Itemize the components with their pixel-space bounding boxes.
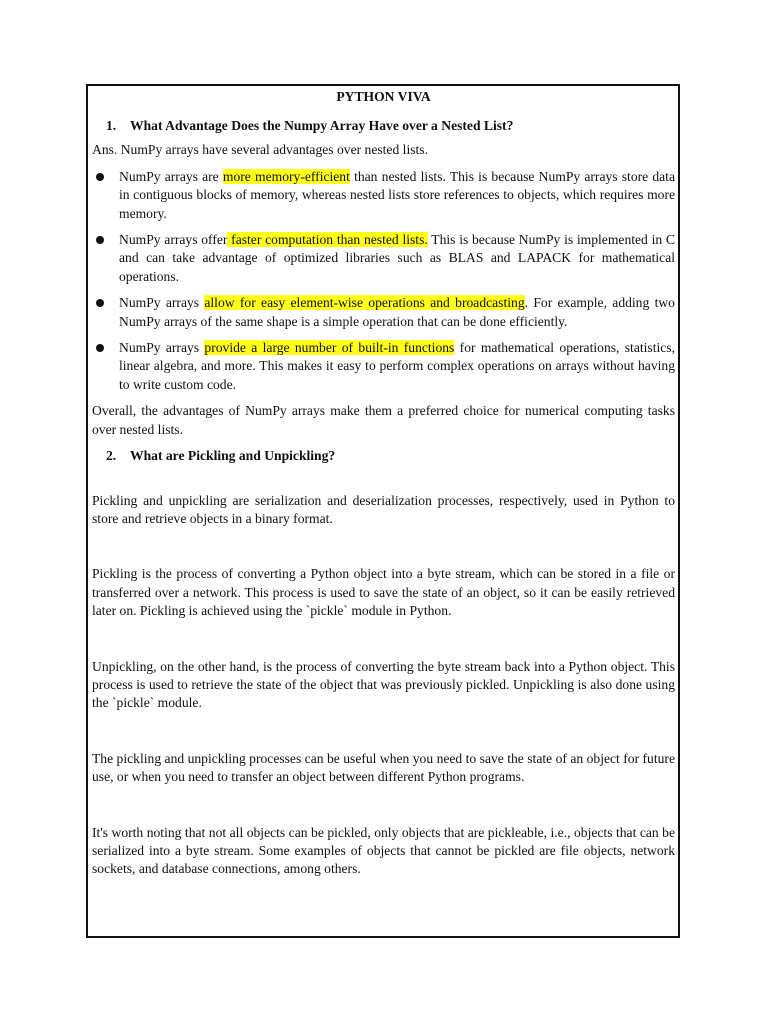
paragraph: It's worth noting that not all objects can be pickled, only objects that are pickleable, i.e., objects that can be serialized into a byte stream. Some examples of objects that cannot be pickled are file objects, network sockets, and database connections, among others. bbox=[92, 824, 675, 877]
highlighted-text: allow for easy element-wise operations and broadcasting bbox=[204, 295, 525, 311]
paragraph: The pickling and unpickling processes can be useful when you need to save the state of an object for future use, or when you need to transfer an object between different Python programs. bbox=[92, 750, 675, 785]
answer-intro: Ans. NumPy arrays have several advantages over nested lists. bbox=[92, 142, 428, 158]
question-2-number: 2. bbox=[106, 448, 117, 464]
question-2-text: What are Pickling and Unpickling? bbox=[130, 448, 336, 464]
question-1-text: What Advantage Does the Numpy Array Have over a Nested List? bbox=[130, 118, 514, 133]
question-1-number: 1. bbox=[106, 118, 117, 133]
list-item: NumPy arrays allow for easy element-wise operations and broadcasting. For example, adding two NumPy arrays of the same shape is a simple operation that can be done efficiently. bbox=[92, 294, 675, 331]
bullet-icon bbox=[96, 299, 104, 307]
highlighted-text: more memory-efficient bbox=[222, 168, 350, 184]
list-item: NumPy arrays provide a large number of built-in functions for mathematical operations, statistics, linear algebra, and more. This makes it easy to perform complex operations on arrays without having to write custom code. bbox=[92, 339, 675, 394]
paragraph: Pickling and unpickling are serialization and deserialization processes, respectively, used in Python to store and retrieve objects in a binary format. bbox=[92, 492, 675, 526]
advantages-list bbox=[92, 168, 675, 394]
answer-conclusion: Overall, the advantages of NumPy arrays make them a preferred choice for numerical computing tasks over nested lists. bbox=[92, 403, 675, 437]
question-2-heading bbox=[92, 447, 675, 465]
document-content bbox=[92, 87, 675, 879]
bullet-icon bbox=[96, 173, 104, 181]
paragraph: Unpickling, on the other hand, is the process of converting the byte stream back into a Python object. This process is used to retrieve the state of the object that was previously pickled. Unpickling is also done using the `pickle` module. bbox=[92, 658, 675, 711]
list-item: NumPy arrays are more memory-efficient than nested lists. This is because NumPy arrays store data in contiguous blocks of memory, whereas nested lists store references to objects, which requires more memory. bbox=[92, 168, 675, 223]
question-1-heading bbox=[92, 117, 675, 135]
list-item: NumPy arrays offer faster computation than nested lists. This is because NumPy is implemented in C and can take advantage of optimized libraries such as BLAS and LAPACK for mathematical operations. bbox=[92, 231, 675, 286]
document-title: PYTHON VIVA bbox=[336, 89, 431, 104]
bullet-icon bbox=[96, 236, 104, 244]
bullet-icon bbox=[96, 344, 104, 352]
highlighted-text: provide a large number of built-in functions bbox=[204, 340, 455, 356]
paragraph: Pickling is the process of converting a Python object into a byte stream, which can be stored in a file or transferred over a network. This process is used to save the state of an object, so it can be easily retrieved later on. Pickling is achieved using the `pickle` module in Python. bbox=[92, 566, 675, 619]
highlighted-text: faster computation than nested lists. bbox=[227, 232, 428, 248]
